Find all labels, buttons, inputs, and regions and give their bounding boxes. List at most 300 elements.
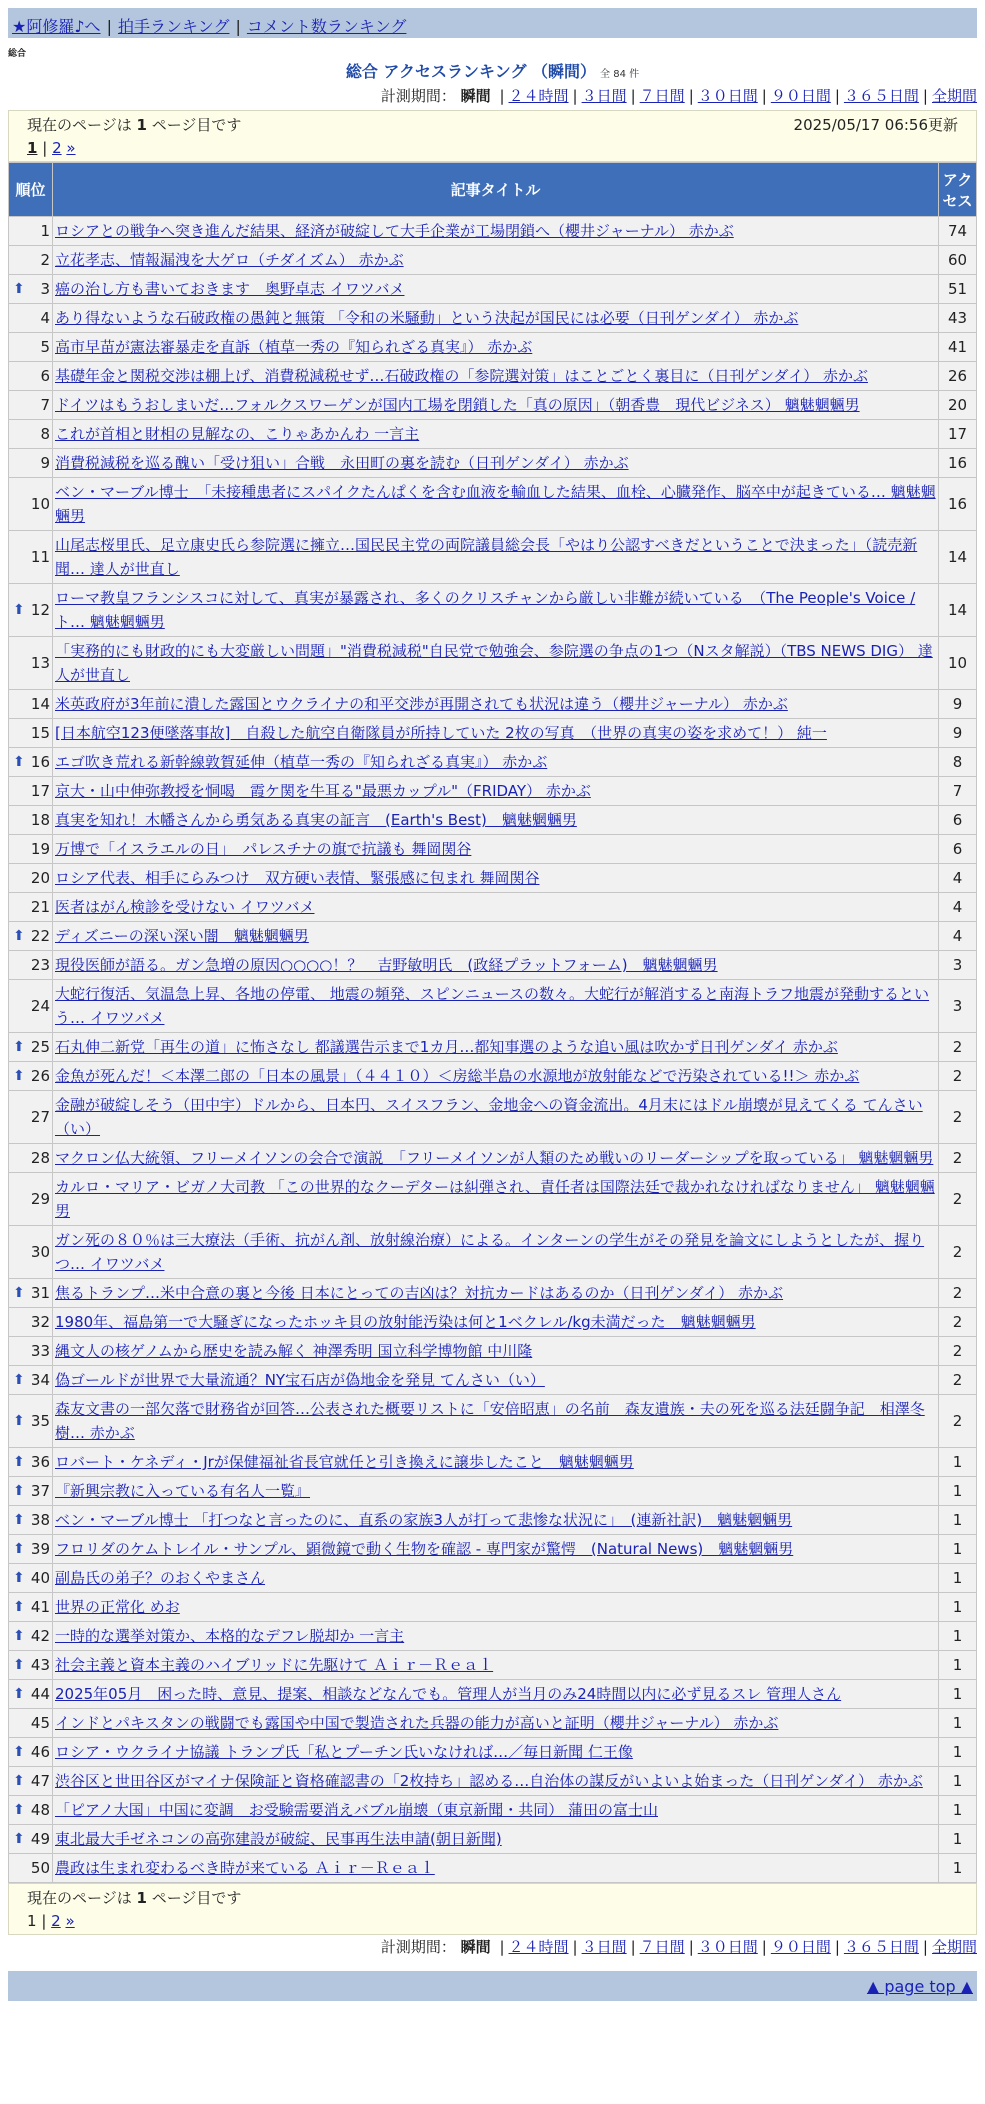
period-option-link[interactable]: ３６５日間: [843, 1938, 919, 1956]
access-count: 41: [939, 333, 977, 362]
period-option-link[interactable]: ２４時間: [508, 87, 569, 105]
access-count: 2: [939, 1337, 977, 1366]
period-separator: |: [834, 1938, 840, 1956]
table-row: [9, 1622, 977, 1651]
pager-bottom: [8, 1883, 977, 1935]
title-cell: [53, 980, 939, 1033]
period-current: 瞬間: [460, 87, 491, 105]
page-separator: |: [42, 139, 48, 157]
article-title-link[interactable]: [日本航空123便墜落事故] 自殺した航空自衛隊員が所持していた 2枚の写真 （世界の真実の姿を求めて！） 純一: [55, 724, 827, 742]
rank-cell: [9, 449, 53, 478]
period-option-link[interactable]: ３日間: [581, 1938, 627, 1956]
article-title-link[interactable]: フロリダのケムトレイル・サンプル、顕微鏡で動く生物を確認 - 専門家が驚愕 (Natural News) 魑魅魍魎男: [55, 1540, 794, 1558]
rank-number: 18: [30, 811, 50, 829]
article-title-link[interactable]: ロシア・ウクライナ協議 トランプ氏「私とプーチン氏いなければ…／毎日新聞 仁王像: [55, 1743, 633, 1761]
access-count: 1: [939, 1622, 977, 1651]
article-title-link[interactable]: ディズニーの深い深い闇 魑魅魍魎男: [55, 927, 309, 945]
updated-timestamp: 2025/05/17 06:56更新: [793, 116, 958, 134]
period-option-link[interactable]: 全期間: [931, 1938, 977, 1956]
rank-number: 34: [30, 1371, 50, 1389]
access-count: 20: [939, 391, 977, 420]
title-cell: [53, 333, 939, 362]
rank-cell: [9, 1448, 53, 1477]
category-tag: 総合: [8, 49, 27, 59]
rank-cell: [9, 1091, 53, 1144]
table-row: [9, 1173, 977, 1226]
rank-up-icon: ⬆: [13, 1773, 25, 1789]
ranking-table: [8, 162, 977, 1883]
access-count: 3: [939, 951, 977, 980]
rank-number: 5: [40, 338, 50, 356]
period-separator: |: [688, 1938, 694, 1956]
table-row: [9, 1033, 977, 1062]
access-count: 1: [939, 1477, 977, 1506]
current-page-post: ページ目です: [151, 116, 242, 134]
rank-number: 48: [30, 1801, 50, 1819]
period-option-link[interactable]: ２４時間: [508, 1938, 569, 1956]
rank-number: 42: [30, 1627, 50, 1645]
title-cell: [53, 449, 939, 478]
rank-number: 8: [40, 425, 50, 443]
title-cell: [53, 1796, 939, 1825]
rank-cell: [9, 951, 53, 980]
rank-cell: [9, 1395, 53, 1448]
rank-number: 46: [30, 1743, 50, 1761]
rank-number: 41: [30, 1598, 50, 1616]
table-row: [9, 1709, 977, 1738]
title-cell: [53, 584, 939, 637]
article-title-link[interactable]: ベン・マーブル博士 「未接種患者にスパイクたんぱくを含む血液を輸血した結果、血栓、心臓発作、脳卒中が起きている… 魑魅魍魎男: [55, 483, 936, 525]
access-count: 4: [939, 922, 977, 951]
table-row: [9, 449, 977, 478]
table-row: [9, 1226, 977, 1279]
table-row: [9, 420, 977, 449]
rank-cell: [9, 420, 53, 449]
period-option-link[interactable]: ３日間: [581, 87, 627, 105]
table-row: [9, 1825, 977, 1854]
title-cell: [53, 893, 939, 922]
table-row: [9, 1144, 977, 1173]
home-link[interactable]: ★阿修羅♪へ: [12, 17, 101, 36]
article-title-link[interactable]: 「ピアノ大国」中国に変調 お受験需要消えバブル崩壊（東京新聞・共同） 蒲田の富士山: [55, 1801, 658, 1819]
rank-number: 39: [30, 1540, 50, 1558]
article-title-link[interactable]: 医者はがん検診を受けない イワツバメ: [55, 898, 315, 916]
rank-number: 35: [30, 1412, 50, 1430]
rank-cell: [9, 1337, 53, 1366]
rank-cell: [9, 333, 53, 362]
col-title-header: 記事タイトル: [53, 163, 939, 217]
article-title-link[interactable]: 現役医師が語る。ガン急増の原因○○○○！？ 吉野敏明氏 (政経プラットフォーム) 魑魅魍魎男: [55, 956, 718, 974]
article-title-link[interactable]: 社会主義と資本主義のハイブリッドに先駆けて Ａｉｒ－Ｒｅａｌ: [55, 1656, 494, 1674]
title-cell: [53, 391, 939, 420]
article-title-link[interactable]: 世界の正常化 めお: [55, 1598, 180, 1616]
article-title-link[interactable]: 癌の治し方も書いておきます 奥野卓志 イワツバメ: [55, 280, 405, 298]
rank-cell: [9, 304, 53, 333]
rank-number: 31: [30, 1284, 50, 1302]
rank-number: 23: [30, 956, 50, 974]
table-row: [9, 1593, 977, 1622]
rank-cell: [9, 1680, 53, 1709]
rank-cell: [9, 1477, 53, 1506]
article-title-link[interactable]: 消費税減税を巡る醜い「受け狙い」合戦 永田町の裏を読む（日刊ゲンダイ） 赤かぶ: [55, 454, 629, 472]
rank-number: 24: [30, 997, 50, 1015]
period-separator: |: [688, 87, 694, 105]
period-option-link[interactable]: ３０日間: [697, 1938, 758, 1956]
title-cell: [53, 1173, 939, 1226]
access-count: 14: [939, 584, 977, 637]
table-row: [9, 478, 977, 531]
period-option-link[interactable]: ７日間: [639, 87, 685, 105]
next-page-link[interactable]: »: [65, 1912, 75, 1930]
article-title-link[interactable]: 農政は生まれ変わるべき時が来ている Ａｉｒ－Ｒｅａｌ: [55, 1859, 435, 1877]
next-page-link[interactable]: »: [66, 139, 76, 157]
rank-cell: [9, 217, 53, 246]
access-count: 1: [939, 1564, 977, 1593]
period-option-link[interactable]: ３０日間: [697, 87, 758, 105]
article-title-link[interactable]: 1980年、福島第一で大騒ぎになったホッキ貝の放射能汚染は何と1ベクレル/kg未満だった 魑魅魍魎男: [55, 1313, 756, 1331]
table-row: [9, 893, 977, 922]
rank-up-icon: ⬆: [13, 1483, 25, 1499]
pager-top: [8, 110, 977, 162]
title-cell: [53, 1854, 939, 1883]
access-count: 2: [939, 1062, 977, 1091]
article-title-link[interactable]: エゴ吹き荒れる新幹線敦賀延伸（植草一秀の『知られざる真実』） 赤かぶ: [55, 753, 548, 771]
rank-number: 14: [30, 695, 50, 713]
title-cell: [53, 217, 939, 246]
table-row: [9, 835, 977, 864]
rank-number: 13: [30, 654, 50, 672]
article-title-link[interactable]: 石丸伸二新党「再生の道」に怖さなし 都議選告示まで1カ月…都知事選のような追い風は吹かず日刊ゲンダイ 赤かぶ: [55, 1038, 838, 1056]
rank-up-icon: ⬆: [13, 1686, 25, 1702]
rank-cell: [9, 1033, 53, 1062]
title-cell: [53, 922, 939, 951]
access-count: 6: [939, 835, 977, 864]
period-option-link[interactable]: ３６５日間: [843, 87, 919, 105]
rank-up-icon: ⬆: [13, 1068, 25, 1084]
article-title-link[interactable]: ベン・マーブル博士 「打つなと言ったのに、直系の家族3人が打って悲惨な状況に」 (連新社訳) 魑魅魍魎男: [55, 1511, 793, 1529]
rank-up-icon: ⬆: [13, 1541, 25, 1557]
rank-cell: [9, 478, 53, 531]
period-separator: |: [499, 87, 505, 105]
table-row: [9, 922, 977, 951]
rank-cell: [9, 1366, 53, 1395]
access-count: 1: [939, 1448, 977, 1477]
article-title-link[interactable]: 立花孝志、情報漏洩を大ゲロ（チダイズム） 赤かぶ: [55, 251, 404, 269]
table-row: [9, 531, 977, 584]
access-count: 2: [939, 1395, 977, 1448]
rank-up-icon: ⬆: [13, 1285, 25, 1301]
article-title-link[interactable]: 縄文人の核ゲノムから歴史を読み解く 神澤秀明 国立科学博物館 中川隆: [55, 1342, 533, 1360]
article-title-link[interactable]: 京大・山中伸弥教授を恫喝 霞ケ関を牛耳る"最悪カップル"（FRIDAY） 赤かぶ: [55, 782, 591, 800]
title-cell: [53, 478, 939, 531]
title-cell: [53, 1395, 939, 1448]
rank-cell: [9, 531, 53, 584]
current-page-pre: 現在のページは: [27, 1889, 132, 1907]
article-title-link[interactable]: 大蛇行復活、気温急上昇、各地の停電、 地震の頻発、スピンニュースの数々。大蛇行が解消すると南海トラフ地震が発動するという… イワツバメ: [55, 985, 930, 1027]
access-count: 14: [939, 531, 977, 584]
rank-cell: [9, 893, 53, 922]
rank-number: 7: [40, 396, 50, 414]
rank-cell: [9, 1651, 53, 1680]
table-row: [9, 1366, 977, 1395]
rank-number: 22: [30, 927, 50, 945]
table-row: [9, 1651, 977, 1680]
article-title-link[interactable]: ロシアとの戦争へ突き進んだ結果、経済が破綻して大手企業が工場閉鎖へ（櫻井ジャーナル） 赤かぶ: [55, 222, 734, 240]
table-row: [9, 690, 977, 719]
title-cell: [53, 864, 939, 893]
access-count: 9: [939, 690, 977, 719]
article-title-link[interactable]: 「実務的にも財政的にも大変厳しい問題」"消費税減税"自民党で勉強会、参院選の争点の1つ（Nスタ解説）（TBS NEWS DIG） 達人が世直し: [55, 642, 933, 684]
article-title-link[interactable]: 副島氏の弟子？のおくやまさん: [55, 1569, 266, 1587]
article-title-link[interactable]: 『新興宗教に入っている有名人一覧』: [55, 1482, 311, 1500]
period-separator: |: [922, 87, 928, 105]
period-separator: |: [761, 87, 767, 105]
access-count: 1: [939, 1680, 977, 1709]
rank-number: 44: [30, 1685, 50, 1703]
table-row: [9, 304, 977, 333]
rank-number: 2: [40, 251, 50, 269]
rank-cell: [9, 584, 53, 637]
title-cell: [53, 1651, 939, 1680]
article-title-link[interactable]: 高市早苗が憲法審暴走を直訴（植草一秀の『知られざる真実』） 赤かぶ: [55, 338, 533, 356]
title-cell: [53, 835, 939, 864]
period-separator: |: [834, 87, 840, 105]
title-cell: [53, 637, 939, 690]
current-page-post: ページ目です: [151, 1889, 242, 1907]
page-2-link[interactable]: 2: [52, 139, 62, 157]
access-count: 1: [939, 1535, 977, 1564]
period-options: [495, 1938, 977, 1956]
period-separator: |: [572, 87, 578, 105]
article-title-link[interactable]: ドイツはもうおしまいだ…フォルクスワーゲンが国内工場を閉鎖した「真の原因」（朝香豊 現代ビジネス） 魑魅魍魎男: [55, 396, 860, 414]
title-cell: [53, 719, 939, 748]
table-row: [9, 1738, 977, 1767]
table-row: [9, 333, 977, 362]
rank-number: 37: [30, 1482, 50, 1500]
rank-number: 38: [30, 1511, 50, 1529]
article-title-link[interactable]: 米英政府が3年前に潰した露国とウクライナの和平交渉が再開されても状況は違う（櫻井ジャーナル） 赤かぶ: [55, 695, 788, 713]
rank-cell: [9, 922, 53, 951]
current-page-text: [27, 113, 241, 137]
page-2-link[interactable]: 2: [51, 1912, 61, 1930]
access-count: 2: [939, 1308, 977, 1337]
article-title-link[interactable]: ロバート・ケネディ・Jrが保健福祉省長官就任と引き換えに譲歩したこと 魑魅魍魎男: [55, 1453, 634, 1471]
period-label: 計測期間：: [380, 1938, 456, 1956]
current-page-number: 1: [136, 116, 147, 134]
comment-ranking-link[interactable]: コメント数ランキング: [246, 17, 407, 36]
period-label: 計測期間：: [380, 87, 456, 105]
article-title-link[interactable]: 真実を知れ！木幡さんから勇気ある真実の証言 (Earth's Best) 魑魅魍魎男: [55, 811, 577, 829]
rank-cell: [9, 690, 53, 719]
title-cell: [53, 1564, 939, 1593]
title-cell: [53, 1680, 939, 1709]
rank-cell: [9, 1173, 53, 1226]
period-options: [495, 87, 977, 105]
rank-up-icon: ⬆: [13, 1657, 25, 1673]
table-row: [9, 1279, 977, 1308]
rank-up-icon: ⬆: [13, 928, 25, 944]
period-option-link[interactable]: ９０日間: [770, 87, 831, 105]
rank-cell: [9, 1144, 53, 1173]
rank-cell: [9, 806, 53, 835]
rank-cell: [9, 1308, 53, 1337]
rank-number: 40: [30, 1569, 50, 1587]
current-page-pre: 現在のページは: [27, 116, 132, 134]
rank-number: 15: [30, 724, 50, 742]
article-title-link[interactable]: ガン死の８０％は三大療法（手術、抗がん剤、放射線治療）による。インターンの学生がその発見を論文にしようとしたが、握りつ… イワツバメ: [55, 1231, 925, 1273]
rank-up-icon: ⬆: [13, 1831, 25, 1847]
article-title-link[interactable]: 渋谷区と世田谷区がマイナ保険証と資格確認書の「2枚持ち」認める…自治体の謀反がいよいよ始まった（日刊ゲンダイ） 赤かぶ: [55, 1772, 923, 1790]
rank-up-icon: ⬆: [13, 1744, 25, 1760]
rank-up-icon: ⬆: [13, 281, 25, 297]
rank-number: 10: [30, 495, 50, 513]
rank-cell: [9, 980, 53, 1033]
title-cell: [53, 1622, 939, 1651]
article-title-link[interactable]: 山尾志桜里氏、足立康史氏ら参院選に擁立…国民民主党の両院議員総会長「やはり公認すべきだということで決まった」（読売新聞… 達人が世直し: [55, 536, 918, 578]
title-cell: [53, 777, 939, 806]
table-row: [9, 864, 977, 893]
table-row: [9, 275, 977, 304]
access-count: 1: [939, 1796, 977, 1825]
article-title-link[interactable]: マクロン仏大統領、フリーメイソンの会合で演説 「フリーメイソンが人類のため戦いのリーダーシップを取っている」 魑魅魍魎男: [55, 1149, 934, 1167]
rank-number: 20: [30, 869, 50, 887]
access-count: 2: [939, 1366, 977, 1395]
article-title-link[interactable]: 森友文書の一部欠落で財務省が回答…公表された概要リストに「安倍昭恵」の名前 森友遺族・夫の死を巡る法廷闘争記 相澤冬樹… 赤かぶ: [55, 1400, 925, 1442]
period-separator: |: [630, 87, 636, 105]
col-access-header: アクセス: [939, 163, 977, 217]
rank-number: 49: [30, 1830, 50, 1848]
table-row: [9, 637, 977, 690]
title-cell: [53, 1767, 939, 1796]
rank-up-icon: ⬆: [13, 1413, 25, 1429]
access-count: 2: [939, 1144, 977, 1173]
rank-cell: [9, 1709, 53, 1738]
table-row: [9, 246, 977, 275]
applause-ranking-link[interactable]: 拍手ランキング: [117, 17, 230, 36]
rank-up-icon: ⬆: [13, 754, 25, 770]
title-cell: [53, 1091, 939, 1144]
access-count: 7: [939, 777, 977, 806]
rank-up-icon: ⬆: [13, 1802, 25, 1818]
rank-number: 33: [30, 1342, 50, 1360]
title-cell: [53, 1308, 939, 1337]
rank-cell: [9, 246, 53, 275]
col-rank-header: 順位: [9, 163, 53, 217]
title-cell: [53, 1062, 939, 1091]
article-title-link[interactable]: カルロ・マリア・ビガノ大司教 「この世界的なクーデターは糾弾され、責任者は国際法廷で裁かれなければなりません」 魑魅魍魎男: [55, 1178, 935, 1220]
article-title-link[interactable]: 金融が破綻しそう（田中宇）ドルから、日本円、スイスフラン、金地金への資金流出。4月末にはドル崩壊が見えてくる てんさい（い）: [55, 1096, 923, 1138]
article-title-link[interactable]: 偽ゴールドが世界で大量流通？NY宝石店が偽地金を発見 てんさい（い）: [55, 1371, 545, 1389]
table-row: [9, 1564, 977, 1593]
article-title-link[interactable]: あり得ないような石破政権の愚鈍と無策 「令和の米騒動」という決起が国民には必要（日刊ゲンダイ） 赤かぶ: [55, 309, 799, 327]
period-current: 瞬間: [460, 1938, 491, 1956]
title-cell: [53, 806, 939, 835]
title-cell: [53, 531, 939, 584]
current-page-number: 1: [136, 1889, 147, 1907]
period-option-link[interactable]: 全期間: [931, 87, 977, 105]
rank-number: 36: [30, 1453, 50, 1471]
page-top-link[interactable]: ▲ page top ▲: [866, 1977, 973, 1996]
rank-cell: [9, 777, 53, 806]
page-title-row: [8, 60, 977, 84]
rank-number: 45: [30, 1714, 50, 1732]
title-cell: [53, 748, 939, 777]
rank-number: 19: [30, 840, 50, 858]
rank-number: 1: [40, 222, 50, 240]
table-row: [9, 391, 977, 420]
rank-cell: [9, 1535, 53, 1564]
table-row: [9, 1506, 977, 1535]
rank-cell: [9, 275, 53, 304]
title-cell: [53, 1535, 939, 1564]
rank-number: 50: [30, 1859, 50, 1877]
title-cell: [53, 362, 939, 391]
access-count: 2: [939, 1226, 977, 1279]
article-title-link[interactable]: ローマ教皇フランシスコに対して、真実が暴露され、多くのクリスチャンから厳しい非難が続いている （The People's Voice / ト… 魑魅魍魎男: [55, 589, 916, 631]
title-cell: [53, 1366, 939, 1395]
title-cell: [53, 1279, 939, 1308]
period-option-link[interactable]: ９０日間: [770, 1938, 831, 1956]
title-cell: [53, 1506, 939, 1535]
rank-cell: [9, 1767, 53, 1796]
article-title-link[interactable]: 2025年05月 困った時、意見、提案、相談などなんでも。管理人が当月のみ24時間以内に必ず見るスレ 管理人さん: [55, 1685, 842, 1703]
nav-separator: |: [106, 17, 112, 36]
article-title-link[interactable]: インドとパキスタンの戦闘でも露国や中国で製造された兵器の能力が高いと証明（櫻井ジャーナル） 赤かぶ: [55, 1714, 779, 1732]
article-title-link[interactable]: これが首相と財相の見解なの、こりゃあかんわ 一言主: [55, 425, 420, 443]
access-count: 1: [939, 1825, 977, 1854]
table-row: [9, 1796, 977, 1825]
article-title-link[interactable]: ロシア代表、相手にらみつけ 双方硬い表情、緊張感に包まれ 舞岡関谷: [55, 869, 540, 887]
access-count: 1: [939, 1709, 977, 1738]
table-row: [9, 1854, 977, 1883]
title-cell: [53, 420, 939, 449]
bottom-bar: [8, 1971, 977, 2001]
rank-cell: [9, 835, 53, 864]
article-title-link[interactable]: 基礎年金と関税交渉は棚上げ、消費税減税せず…石破政権の「参院選対策」はことごとく裏目に（日刊ゲンダイ） 赤かぶ: [55, 367, 868, 385]
article-title-link[interactable]: 万博で「イスラエルの日」 パレスチナの旗で抗議も 舞岡関谷: [55, 840, 472, 858]
rank-cell: [9, 1593, 53, 1622]
rank-number: 27: [30, 1108, 50, 1126]
access-count: 1: [939, 1767, 977, 1796]
article-title-link[interactable]: 金魚が死んだ！＜本澤二郎の「日本の風景」（４４１０）＜房総半島の水源地が放射能などで汚染されている!!＞ 赤かぶ: [55, 1067, 860, 1085]
ranking-table-body: [9, 217, 977, 1883]
rank-cell: [9, 1796, 53, 1825]
table-row: [9, 1680, 977, 1709]
rank-cell: [9, 362, 53, 391]
rank-number: 4: [40, 309, 50, 327]
access-count: 17: [939, 420, 977, 449]
access-count: 1: [939, 1506, 977, 1535]
article-title-link[interactable]: 一時的な選挙対策か、本格的なデフレ脱却か 一言主: [55, 1627, 405, 1645]
period-option-link[interactable]: ７日間: [639, 1938, 685, 1956]
table-row: [9, 1767, 977, 1796]
period-separator: |: [630, 1938, 636, 1956]
article-title-link[interactable]: 焦るトランプ…米中合意の裏と今後 日本にとっての吉凶は？対抗カードはあるのか（日刊ゲンダイ） 赤かぶ: [55, 1284, 784, 1302]
access-count: 2: [939, 1033, 977, 1062]
rank-up-icon: ⬆: [13, 602, 25, 618]
table-row: [9, 748, 977, 777]
article-title-link[interactable]: 東北最大手ゼネコンの高弥建設が破綻、民事再生法申請(朝日新聞): [55, 1830, 502, 1848]
rank-cell: [9, 391, 53, 420]
rank-number: 21: [30, 898, 50, 916]
access-count: 6: [939, 806, 977, 835]
rank-number: 11: [30, 548, 50, 566]
page-title: 総合 アクセスランキング （瞬間）: [345, 62, 597, 81]
title-cell: [53, 1033, 939, 1062]
access-count: 16: [939, 478, 977, 531]
title-cell: [53, 1593, 939, 1622]
rank-up-icon: ⬆: [13, 1599, 25, 1615]
